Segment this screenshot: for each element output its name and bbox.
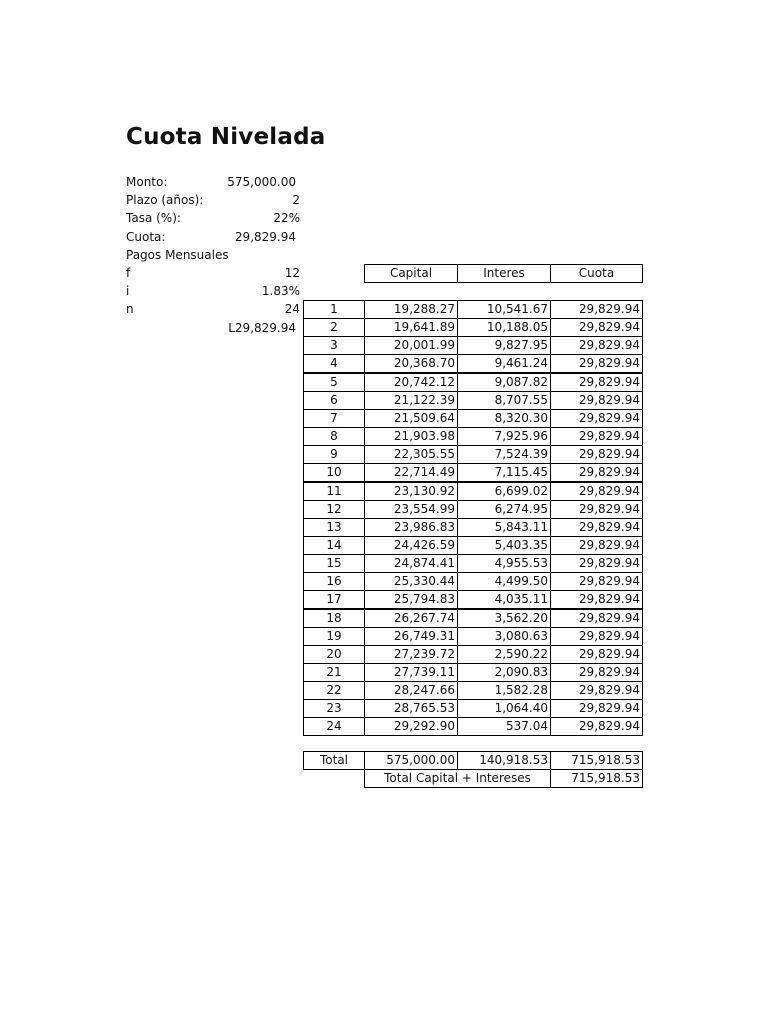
- table-cell: 1,064.40: [457, 699, 551, 718]
- table-cell: 26,749.31: [364, 627, 458, 646]
- table-cell: 9,461.24: [457, 354, 551, 373]
- total-interes: 140,918.53: [457, 751, 551, 770]
- period-cell: 16: [303, 572, 365, 591]
- column-header: Cuota: [550, 264, 643, 283]
- period-cell: 13: [303, 518, 365, 537]
- grand-total-value: 715,918.53: [550, 769, 643, 788]
- period-cell: 24: [303, 717, 365, 736]
- table-cell: 23,986.83: [364, 518, 458, 537]
- table-cell: 29,829.94: [550, 681, 643, 700]
- table-cell: 29,829.94: [550, 391, 643, 410]
- table-cell: 29,829.94: [550, 318, 643, 337]
- column-header: Interes: [457, 264, 551, 283]
- table-cell: 9,087.82: [457, 373, 551, 392]
- table-cell: 6,699.02: [457, 482, 551, 501]
- table-cell: 10,541.67: [457, 300, 551, 319]
- table-cell: 29,829.94: [550, 463, 643, 482]
- table-cell: 29,829.94: [550, 300, 643, 319]
- table-cell: 2,590.22: [457, 645, 551, 664]
- table-cell: 29,829.94: [550, 354, 643, 373]
- table-cell: 27,739.11: [364, 663, 458, 682]
- table-cell: 29,829.94: [550, 427, 643, 446]
- parameter-row: [126, 319, 296, 337]
- period-cell: 7: [303, 409, 365, 428]
- parameter-value: 1.83%: [261, 284, 300, 299]
- parameter-value: 12: [284, 266, 300, 280]
- table-cell: 3,562.20: [457, 609, 551, 628]
- table-cell: 8,707.55: [457, 391, 551, 410]
- period-cell: 3: [303, 336, 365, 355]
- parameter-label: Cuota:: [126, 229, 166, 244]
- table-cell: 20,742.12: [364, 373, 458, 392]
- table-cell: 29,829.94: [550, 336, 643, 355]
- table-cell: 29,829.94: [550, 518, 643, 537]
- table-cell: 29,829.94: [550, 590, 643, 609]
- period-cell: 2: [303, 318, 365, 337]
- table-cell: 29,829.94: [550, 536, 643, 555]
- parameter-label: Tasa (%):: [126, 211, 181, 226]
- table-cell: 4,035.11: [457, 590, 551, 609]
- table-cell: 4,955.53: [457, 554, 551, 573]
- total-cuota: 715,918.53: [550, 751, 643, 770]
- table-cell: 29,829.94: [550, 699, 643, 718]
- period-cell: 20: [303, 645, 365, 664]
- table-cell: 9,827.95: [457, 336, 551, 355]
- total-label: Total: [303, 751, 365, 770]
- table-cell: 8,320.30: [457, 409, 551, 428]
- table-cell: 29,829.94: [550, 554, 643, 573]
- parameter-label: f: [126, 266, 131, 280]
- period-cell: 21: [303, 663, 365, 682]
- period-cell: 15: [303, 554, 365, 573]
- parameter-value: 22%: [273, 211, 300, 226]
- parameter-row: [126, 228, 296, 246]
- table-cell: 3,080.63: [457, 627, 551, 646]
- table-cell: 7,925.96: [457, 427, 551, 446]
- period-cell: 19: [303, 627, 365, 646]
- parameter-value: L29,829.94: [228, 320, 296, 335]
- table-cell: 29,829.94: [550, 627, 643, 646]
- parameter-row: [126, 300, 300, 318]
- parameter-value: 24: [284, 302, 300, 317]
- table-cell: 21,509.64: [364, 409, 458, 428]
- parameter-value: 575,000.00: [227, 175, 296, 189]
- table-cell: 22,305.55: [364, 445, 458, 464]
- grand-total-label: Total Capital + Intereses: [364, 769, 551, 788]
- period-cell: 6: [303, 391, 365, 410]
- table-cell: 26,267.74: [364, 609, 458, 628]
- parameter-row: [126, 264, 300, 282]
- total-capital: 575,000.00: [364, 751, 458, 770]
- table-cell: 29,829.94: [550, 645, 643, 664]
- period-cell: 5: [303, 373, 365, 392]
- table-cell: 537.04: [457, 717, 551, 736]
- period-cell: 23: [303, 699, 365, 718]
- parameter-label: Pagos Mensuales: [126, 247, 229, 262]
- period-cell: 4: [303, 354, 365, 373]
- table-cell: 7,524.39: [457, 445, 551, 464]
- table-cell: 10,188.05: [457, 318, 551, 337]
- table-cell: 24,874.41: [364, 554, 458, 573]
- table-cell: 23,130.92: [364, 482, 458, 501]
- table-cell: 22,714.49: [364, 463, 458, 482]
- period-cell: 18: [303, 609, 365, 628]
- period-cell: 14: [303, 536, 365, 555]
- table-cell: 25,330.44: [364, 572, 458, 591]
- table-cell: 29,829.94: [550, 572, 643, 591]
- table-cell: 29,829.94: [550, 373, 643, 392]
- parameter-row: [126, 173, 296, 191]
- period-cell: 11: [303, 482, 365, 501]
- table-cell: 5,843.11: [457, 518, 551, 537]
- table-cell: 28,765.53: [364, 699, 458, 718]
- parameter-row: [126, 282, 300, 300]
- period-cell: 22: [303, 681, 365, 700]
- table-cell: 23,554.99: [364, 500, 458, 519]
- table-cell: 19,288.27: [364, 300, 458, 319]
- period-cell: 10: [303, 463, 365, 482]
- parameter-label: Plazo (años):: [126, 193, 204, 208]
- period-cell: 17: [303, 590, 365, 609]
- table-cell: 24,426.59: [364, 536, 458, 555]
- parameter-value: 29,829.94: [234, 229, 296, 244]
- table-cell: 4,499.50: [457, 572, 551, 591]
- parameter-row: [126, 246, 300, 264]
- table-cell: 2,090.83: [457, 663, 551, 682]
- period-cell: 8: [303, 427, 365, 446]
- parameter-label: i: [126, 284, 130, 299]
- table-cell: 29,829.94: [550, 482, 643, 501]
- page-title: Cuota Nivelada: [126, 124, 326, 150]
- period-cell: 12: [303, 500, 365, 519]
- table-cell: 1,582.28: [457, 681, 551, 700]
- table-cell: 21,122.39: [364, 391, 458, 410]
- table-cell: 29,829.94: [550, 500, 643, 519]
- table-cell: 29,829.94: [550, 663, 643, 682]
- table-cell: 20,001.99: [364, 336, 458, 355]
- table-cell: 5,403.35: [457, 536, 551, 555]
- column-header: Capital: [364, 264, 458, 283]
- table-cell: 21,903.98: [364, 427, 458, 446]
- table-cell: 29,829.94: [550, 717, 643, 736]
- table-cell: 29,829.94: [550, 445, 643, 464]
- table-cell: 20,368.70: [364, 354, 458, 373]
- table-cell: 29,829.94: [550, 409, 643, 428]
- parameter-label: Monto:: [126, 175, 168, 189]
- parameter-label: n: [126, 302, 134, 317]
- period-cell: 1: [303, 300, 365, 319]
- table-cell: 27,239.72: [364, 645, 458, 664]
- parameter-row: [126, 191, 300, 209]
- table-cell: 6,274.95: [457, 500, 551, 519]
- table-cell: 29,292.90: [364, 717, 458, 736]
- table-cell: 19,641.89: [364, 318, 458, 337]
- period-cell: 9: [303, 445, 365, 464]
- parameter-row: [126, 209, 300, 227]
- table-cell: 28,247.66: [364, 681, 458, 700]
- table-cell: 25,794.83: [364, 590, 458, 609]
- table-cell: 7,115.45: [457, 463, 551, 482]
- table-cell: 29,829.94: [550, 609, 643, 628]
- parameter-value: 2: [292, 193, 300, 208]
